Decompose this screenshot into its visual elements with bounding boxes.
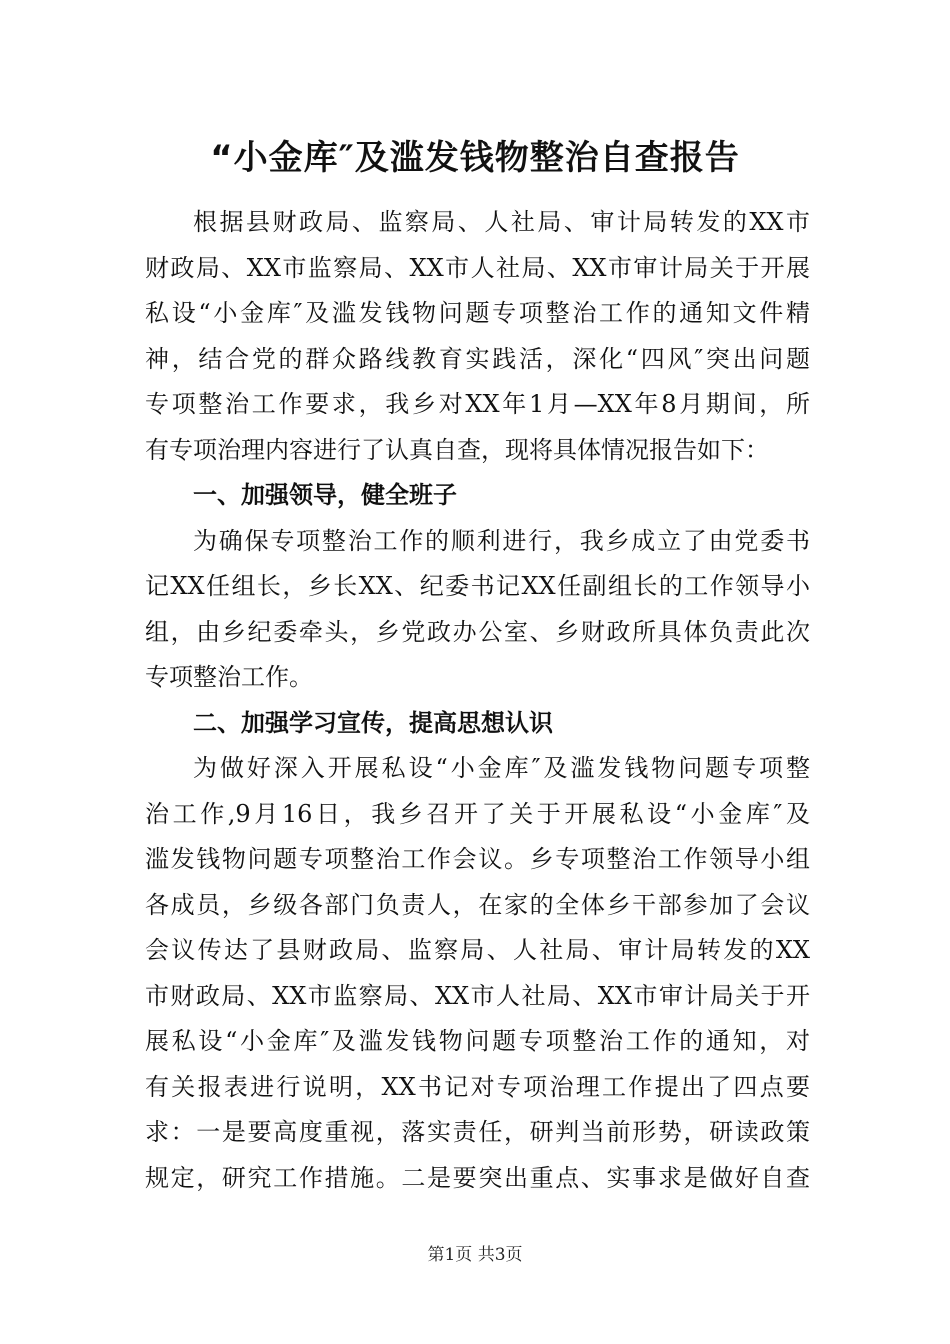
paragraph-line: 规定，研究工作措施。二是要突出重点、实事求是做好自查 bbox=[145, 1163, 810, 1192]
paragraph-line: 各成员，乡级各部门负责人，在家的全体乡干部参加了会议 bbox=[145, 890, 810, 919]
paragraph-line: 专项整治工作。 bbox=[145, 663, 313, 691]
paragraph-line: 求：一是要高度重视，落实责任，研判当前形势，研读政策 bbox=[145, 1118, 810, 1146]
paragraph-line: 市财政局、XX市监察局、XX市人社局、XX市审计局关于开 bbox=[145, 981, 810, 1010]
page-footer: 第1页 共3页 bbox=[427, 1245, 523, 1265]
paragraph-line: 专项整治工作要求，我乡对XX年1月—XX年8月期间，所 bbox=[145, 390, 810, 418]
paragraph-line: 私设“小金库″及滥发钱物问题专项整治工作的通知文件精 bbox=[145, 299, 810, 327]
paragraph-line: 为做好深入开展私设“小金库″及滥发钱物问题专项整 bbox=[193, 754, 810, 782]
paragraph-line: 有专项治理内容进行了认真自查，现将具体情况报告如下： bbox=[145, 435, 769, 464]
document-body bbox=[145, 200, 810, 1201]
paragraph-line: 展私设“小金库″及滥发钱物问题专项整治工作的通知，对 bbox=[145, 1027, 810, 1055]
paragraph-line: 记XX任组长，乡长XX、纪委书记XX任副组长的工作领导小 bbox=[145, 572, 810, 600]
paragraph-line: 财政局、XX市监察局、XX市人社局、XX市审计局关于开展 bbox=[145, 253, 810, 282]
paragraph-line: 滥发钱物问题专项整治工作会议。乡专项整治工作领导小组 bbox=[145, 845, 810, 873]
section-heading-1: 一、加强领导，健全班子 bbox=[193, 481, 457, 509]
section-heading-2: 二、加强学习宣传，提高思想认识 bbox=[193, 708, 553, 737]
paragraph-line: 根据县财政局、监察局、人社局、审计局转发的XX市 bbox=[193, 208, 810, 236]
paragraph-line: 治工作,9月16日，我乡召开了关于开展私设“小金库″及 bbox=[145, 799, 810, 828]
paragraph-line: 会议传达了县财政局、监察局、人社局、审计局转发的XX bbox=[145, 936, 810, 964]
page-title: “小金库″及滥发钱物整治自查报告 bbox=[210, 138, 740, 178]
paragraph-line: 神，结合党的群众路线教育实践活，深化“四风″突出问题 bbox=[145, 344, 810, 373]
paragraph-line: 有关报表进行说明，XX书记对专项治理工作提出了四点要 bbox=[145, 1072, 810, 1101]
paragraph-line: 组，由乡纪委牵头，乡党政办公室、乡财政所具体负责此次 bbox=[145, 617, 810, 646]
paragraph-line: 为确保专项整治工作的顺利进行，我乡成立了由党委书 bbox=[193, 526, 810, 555]
